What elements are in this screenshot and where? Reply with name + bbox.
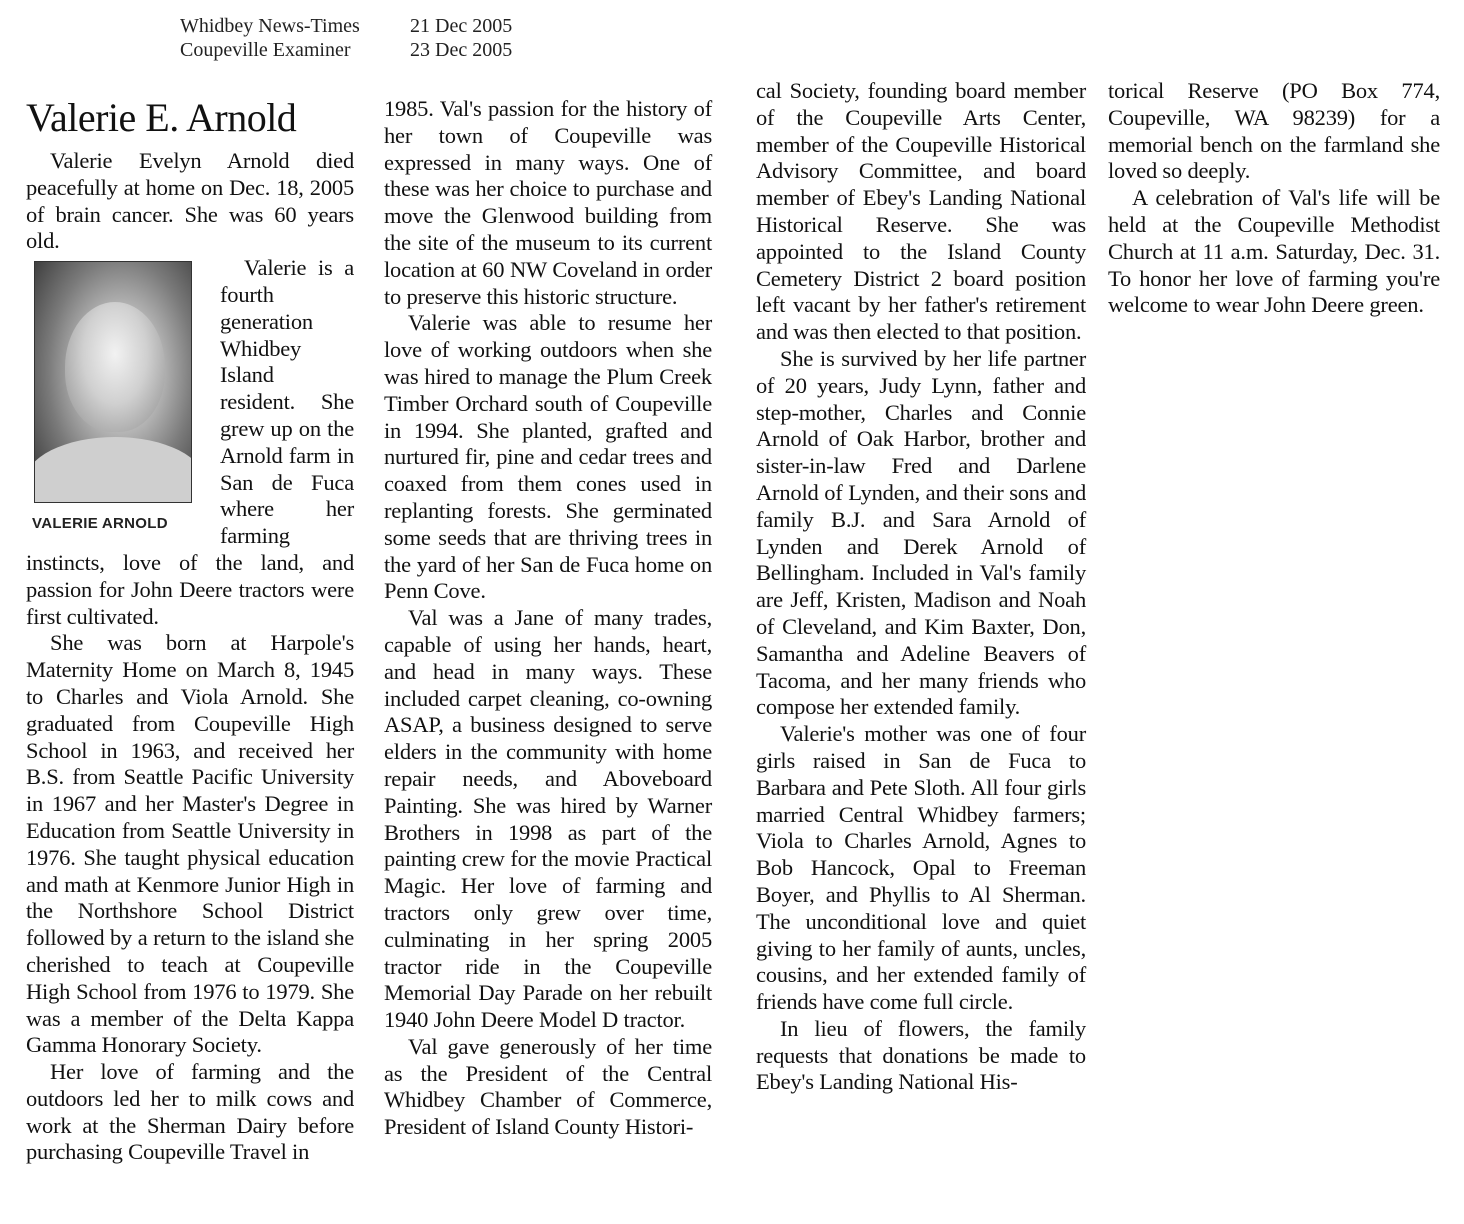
paragraph: Valerie Evelyn Arnold died peacefully at home on Dec. 18, 2005 of brain cancer. She was 60 years old. xyxy=(26,148,354,254)
article-column-1 xyxy=(26,96,354,1166)
publication-date: 23 Dec 2005 xyxy=(410,39,513,61)
paragraph: Valerie is a fourth generation Whidbey Island resident. She grew up on the Arnold farm in San de Fuca where her farming instincts, love of the land, and passion for John Deere tractors were first cultivated. xyxy=(26,255,354,629)
masthead-row xyxy=(180,38,512,62)
portrait-photo xyxy=(34,261,192,503)
paragraph: Valerie was able to resume her love of working outdoors when she was hired to manage the Plum Creek Timber Orchard south of Coupeville in 1994. She planted, grafted and nurtured fir, pine and cedar trees and coaxed from them cones used in replanting forests. She germinated some seeds that are thriving trees in the yard of her San de Fuca home on Penn Cove. xyxy=(384,310,712,604)
paragraph: 1985. Val's passion for the history of her town of Coupeville was expressed in many ways. One of these was her choice to purchase and move the Glenwood building from the site of the museum to its current location at 60 NW Coveland in order to preserve this historic structure. xyxy=(384,96,712,309)
article-column-4 xyxy=(1108,78,1440,319)
paragraph: Val was a Jane of many trades, capable of using her hands, heart, and head in many ways. These included carpet cleaning, co-owning ASAP, a business designed to serve elders in the community with home repair needs, and Aboveboard Painting. She was hired by Warner Brothers in 1998 as part of the painting crew for the movie Practical Magic. Her love of farming and tractors only grew over time, culminating in her spring 2005 tractor ride in the Coupeville Memorial Day Parade on her rebuilt 1940 John Deere Model D tractor. xyxy=(384,605,712,1033)
paragraph: torical Reserve (PO Box 774, Coupeville, WA 98239) for a memorial bench on the farmland she loved so deeply. xyxy=(1108,78,1440,184)
publication-date: 21 Dec 2005 xyxy=(410,15,513,37)
paragraph: Her love of farming and the outdoors led her to milk cows and work at the Sherman Dairy before purchasing Coupeville Travel in xyxy=(26,1059,354,1165)
paragraph: In lieu of flowers, the family requests that donations be made to Ebey's Landing National His- xyxy=(756,1015,1086,1095)
paragraph: cal Society, founding board member of the Coupeville Arts Center, member of the Coupeville Historical Advisory Committee, and board member of Ebey's Landing National Historical Reserve. She was appointed to the Island County Cemetery District 2 board position left vacant by her father's retirement and was then elected to that position. xyxy=(756,78,1086,345)
masthead-row xyxy=(180,14,512,38)
photo-face-shape xyxy=(65,302,165,432)
paragraph: A celebration of Val's life will be held at the Coupeville Methodist Church at 11 a.m. Saturday, Dec. 31. To honor her love of farming you're welcome to wear John Deere green. xyxy=(1108,185,1440,318)
headline: Valerie E. Arnold xyxy=(26,95,297,140)
publication-name: Coupeville Examiner xyxy=(180,39,351,61)
photo-shoulder-shape xyxy=(34,437,192,503)
publication-name: Whidbey News-Times xyxy=(180,15,360,37)
paragraph: She was born at Harpole's Maternity Home on March 8, 1945 to Charles and Viola Arnold. She graduated from Coupeville High School in 1963, and received her B.S. from Seattle Pacific University in 1967 and her Master's Degree in Education from Seattle University in 1976. She taught physical education and math at Kenmore Junior High in the Northshore School District followed by a return to the island she cherished to teach at Coupeville High School from 1976 to 1979. She was a member of the Delta Kappa Gamma Honorary Society. xyxy=(26,630,354,1058)
paragraph: Val gave generously of her time as the President of the Central Whidbey Chamber of Commerce, President of Island County Histori- xyxy=(384,1033,712,1140)
paragraph: Valerie's mother was one of four girls raised in San de Fuca to Barbara and Pete Sloth. All four girls married Central Whidbey farmers; Viola to Charles Arnold, Agnes to Bob Hancock, Opal to Freeman Boyer, and Phyllis to Al Sherman. The unconditional love and quiet giving to her family of aunts, uncles, cousins, and her extended family of friends have come full circle. xyxy=(756,721,1086,1015)
paragraph: She is survived by her life partner of 20 years, Judy Lynn, father and step-mother, Charles and Connie Arnold of Oak Harbor, brother and sister-in-law Fred and Darlene Arnold of Lynden, and their sons and family B.J. and Sara Arnold of Lynden and Derek Arnold of Bellingham. Included in Val's family are Jeff, Kristen, Madison and Noah of Cleveland, and Kim Baxter, Don, Samantha and Adeline Beavers of Tacoma, and her many friends who compose her extended family. xyxy=(756,345,1086,720)
photo-block xyxy=(32,261,204,538)
masthead xyxy=(180,14,512,62)
photo-caption: VALERIE ARNOLD xyxy=(32,515,168,533)
article-column-2 xyxy=(384,96,712,1141)
article-column-3 xyxy=(756,78,1086,1096)
